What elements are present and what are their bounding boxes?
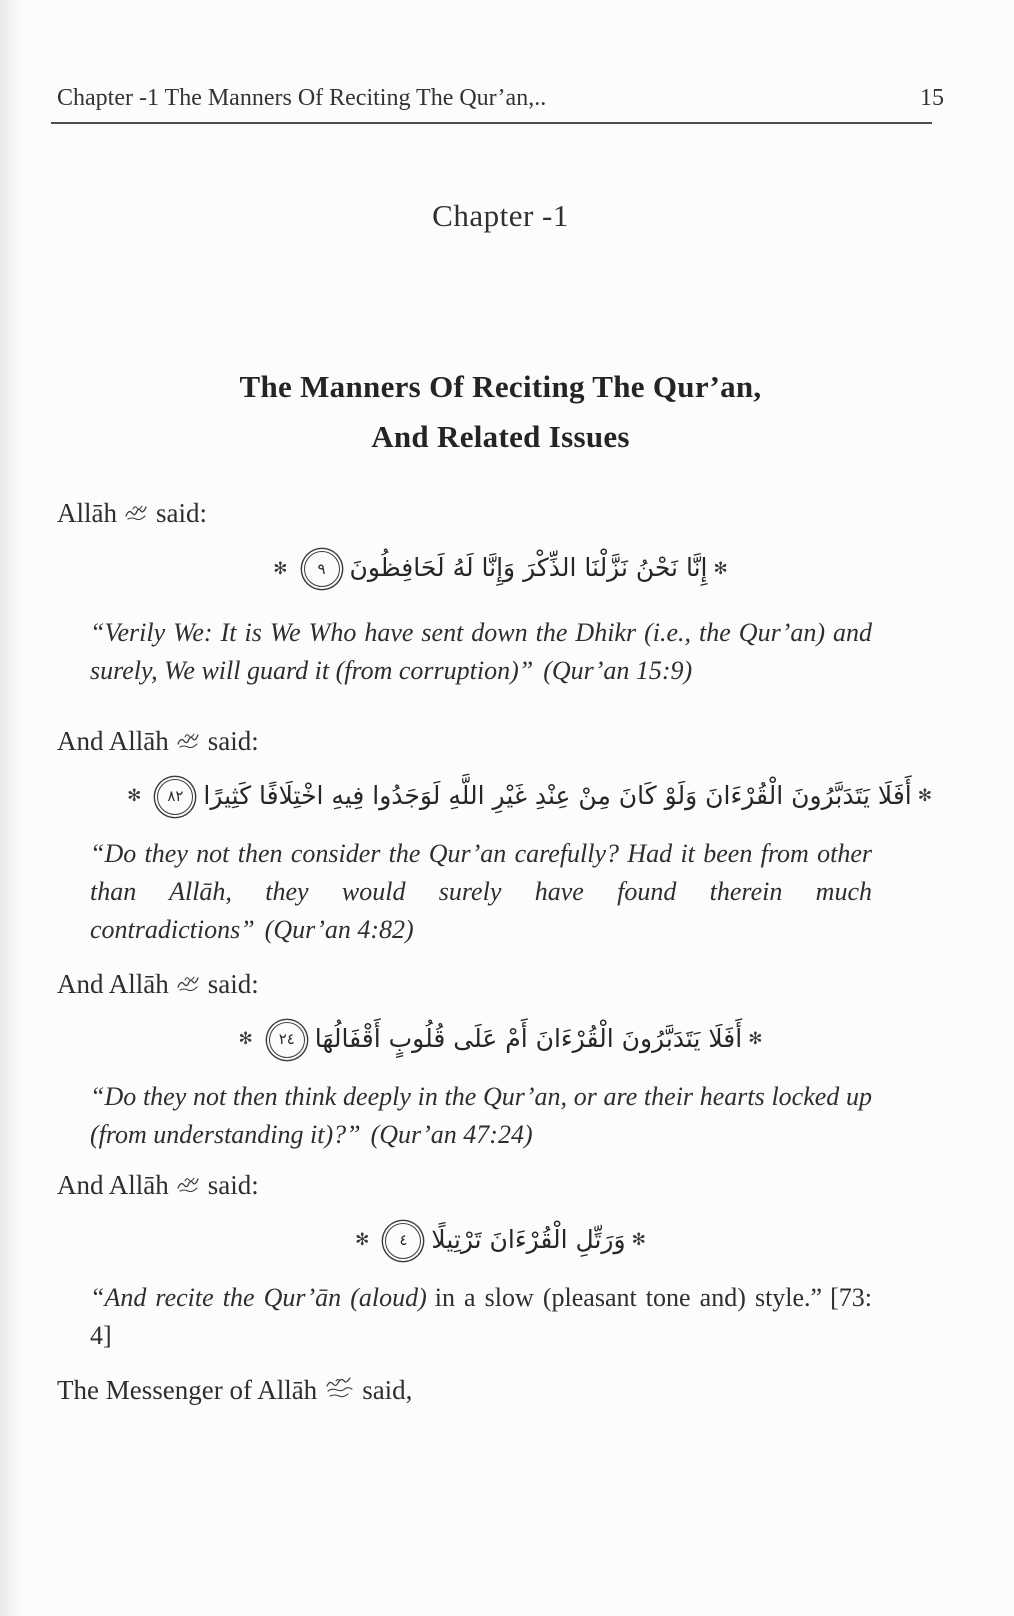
messenger-said: said,	[362, 1375, 413, 1406]
verse-bracket-icon: ✻	[917, 785, 932, 806]
running-header	[57, 85, 944, 112]
verse-reference: [73: 4]	[90, 1283, 872, 1351]
speaker-said: said:	[207, 725, 259, 756]
arabic-text: إِنَّا نَحْنُ نَزَّلْنَا الذِّكْرَ وَإِنَّا لَهُ لَحَافِظُونَ	[349, 553, 708, 583]
quran-verse-73-4	[63, 1217, 938, 1263]
jalla-jalaluhu-icon	[176, 971, 201, 1002]
jalla-jalaluhu-icon	[176, 1172, 201, 1203]
verse-bracket-icon: ✻	[748, 1028, 763, 1049]
verse-number-badge	[304, 551, 340, 587]
quran-verse-4-82	[63, 773, 938, 819]
translation-text: “Verily We: It is We Who have sent down the Dhikr (i.e., the Qur’an) and surely, We will guard it (from corruption)”	[90, 617, 872, 685]
chapter-title-line2: And Related Issues	[371, 419, 630, 455]
verse-reference: (Qur’an 47:24)	[370, 1119, 533, 1149]
jalla-jalaluhu-icon	[124, 500, 149, 531]
arabic-text: وَرَتِّلِ الْقُرْءَانَ تَرْتِيلًا	[431, 1224, 626, 1254]
verse-bracket-icon: ✻	[273, 558, 288, 579]
verse-number: ٢٤	[278, 1030, 295, 1049]
translation-text: “Do they not then think deeply in the Qur’an, or are their hearts locked up (from understanding it)?”	[90, 1081, 872, 1149]
speaker-name: And Allāh	[57, 1169, 169, 1200]
jalla-jalaluhu-icon	[176, 728, 201, 759]
arabic-text: أَفَلَا يَتَدَبَّرُونَ الْقُرْءَانَ وَلَوْ كَانَ مِنْ عِنْدِ غَيْرِ اللَّهِ لَوَجَدُوا فِيهِ اخْتِلَافًا كَثِيرًا	[203, 780, 912, 810]
running-header-title: Chapter -1 The Manners Of Reciting The Qur’an,..	[57, 85, 547, 111]
quran-verse-15-9	[63, 545, 938, 591]
verse-bracket-icon: ✻	[631, 1230, 646, 1251]
arabic-text: أَفَلَا يَتَدَبَّرُونَ الْقُرْءَانَ أَمْ عَلَى قُلُوبٍ أَقْفَالُهَا	[314, 1023, 743, 1053]
header-rule	[51, 122, 932, 124]
verse-number-badge	[157, 779, 193, 815]
quran-verse-47-24	[63, 1016, 938, 1062]
pbuh-icon	[324, 1377, 355, 1408]
translation-quote-2	[90, 835, 872, 949]
verse-reference: (Qur’an 15:9)	[543, 655, 693, 685]
messenger-text: The Messenger of Allāh	[57, 1375, 318, 1406]
verse-bracket-icon: ✻	[713, 558, 728, 579]
verse-bracket-icon: ✻	[355, 1230, 370, 1251]
chapter-title-line1: The Manners Of Reciting The Qur’an,	[239, 369, 762, 404]
chapter-title	[57, 362, 944, 462]
messenger-line	[57, 1375, 944, 1408]
verse-number-badge	[269, 1022, 305, 1058]
verse-number: ٨٢	[167, 787, 184, 806]
page-number: 15	[920, 85, 944, 111]
translation-quote-4	[90, 1279, 872, 1355]
chapter-heading: Chapter -1	[432, 198, 569, 233]
speaker-name: And Allāh	[57, 725, 169, 756]
speaker-said: said:	[207, 1169, 259, 1200]
verse-bracket-icon: ✻	[127, 785, 142, 806]
speaker-name: And Allāh	[57, 968, 169, 999]
translation-text: “Do they not then consider the Qur’an carefully? Had it been from other than Allāh, they would surely have found therein much contradictions”	[90, 838, 872, 944]
speaker-said: said:	[207, 968, 259, 999]
translation-text-roman: in a slow (pleasant tone and) style.”	[434, 1283, 823, 1313]
speaker-said: said:	[156, 498, 207, 529]
translation-quote-1	[90, 614, 872, 690]
verse-number: ٩	[317, 559, 326, 578]
speaker-line-1	[57, 498, 944, 531]
speaker-name: Allāh	[57, 498, 117, 529]
verse-bracket-icon: ✻	[238, 1028, 253, 1049]
translation-text-italic: “And recite the Qur’ān (aloud)	[90, 1283, 427, 1313]
verse-reference: (Qur’an 4:82)	[264, 914, 414, 944]
translation-quote-3	[90, 1078, 872, 1154]
verse-number-badge	[385, 1223, 421, 1259]
speaker-line-4	[57, 1170, 944, 1203]
verse-number: ٤	[399, 1231, 408, 1250]
speaker-line-2	[57, 726, 944, 759]
speaker-line-3	[57, 969, 944, 1002]
